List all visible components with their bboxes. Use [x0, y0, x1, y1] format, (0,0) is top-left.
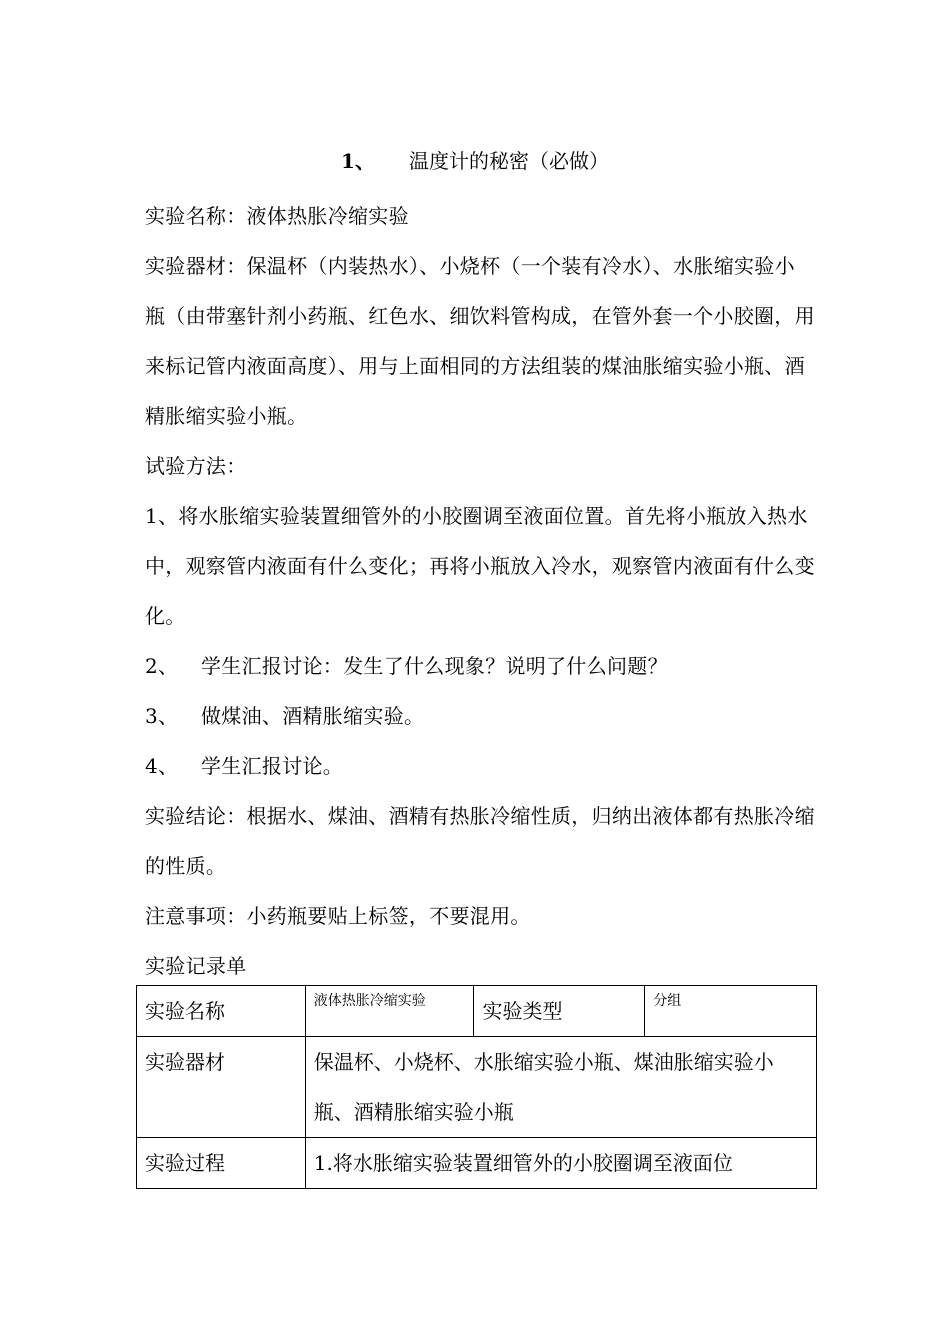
- equipment-paragraph: 实验器材：保温杯（内装热水）、小烧杯（一个装有冷水）、水胀缩实验小瓶（由带塞针剂小药瓶、红色水、细饮料管构成，在管外套一个小胶圈，用来标记管内液面高度）、用与上面相同的方法组装的煤油胀缩实验小瓶、酒精胀缩实验小瓶。: [145, 254, 815, 428]
- equipment-value-cell: 保温杯、小烧杯、水胀缩实验小瓶、煤油胀缩实验小瓶、酒精胀缩实验小瓶: [305, 1037, 816, 1138]
- step-4-text: 学生汇报讨论。: [201, 754, 344, 778]
- step-4: [145, 741, 815, 791]
- conclusion-paragraph: 实验结论：根据水、煤油、酒精有热胀冷缩性质，归纳出液体都有热胀冷缩的性质。: [145, 804, 815, 878]
- experiment-type-label-cell: 实验类型: [474, 986, 645, 1037]
- experiment-name-label-cell: 实验名称: [137, 986, 306, 1037]
- table-row: [137, 986, 817, 1037]
- step-3-number: 3、: [145, 704, 179, 728]
- process-value-cell: 1.将水胀缩实验装置细管外的小胶圈调至液面位: [305, 1138, 816, 1189]
- notes-paragraph: 注意事项：小药瓶要贴上标签，不要混用。: [145, 904, 531, 928]
- table-row: [137, 1037, 817, 1138]
- step-4-number: 4、: [145, 754, 179, 778]
- step-2-text: 学生汇报讨论：发生了什么现象？说明了什么问题？: [201, 654, 668, 678]
- record-table: [136, 985, 817, 1189]
- equipment-label-cell: 实验器材: [137, 1037, 306, 1138]
- document-body: [145, 191, 815, 991]
- heading-text: 温度计的秘密（必做）: [408, 149, 609, 173]
- experiment-name-value-cell: 液体热胀冷缩实验: [305, 986, 474, 1037]
- process-label-cell: 实验过程: [137, 1138, 306, 1189]
- step-3: [145, 691, 815, 741]
- table-row: [137, 1138, 817, 1189]
- step-3-text: 做煤油、酒精胀缩实验。: [201, 704, 425, 728]
- method-label: 试验方法：: [145, 454, 247, 478]
- experiment-name-paragraph: 实验名称：液体热胀冷缩实验: [145, 204, 409, 228]
- step-2-number: 2、: [145, 654, 179, 678]
- step-1: 1、将水胀缩实验装置细管外的小胶圈调至液面位置。首先将小瓶放入热水中，观察管内液面有什么变化；再将小瓶放入冷水，观察管内液面有什么变化。: [145, 504, 815, 628]
- heading-number: 1、: [341, 149, 375, 173]
- record-sheet-title: 实验记录单: [145, 954, 247, 978]
- experiment-type-value-cell: 分组: [645, 986, 817, 1037]
- step-2: [145, 641, 815, 691]
- section-heading: [0, 146, 950, 176]
